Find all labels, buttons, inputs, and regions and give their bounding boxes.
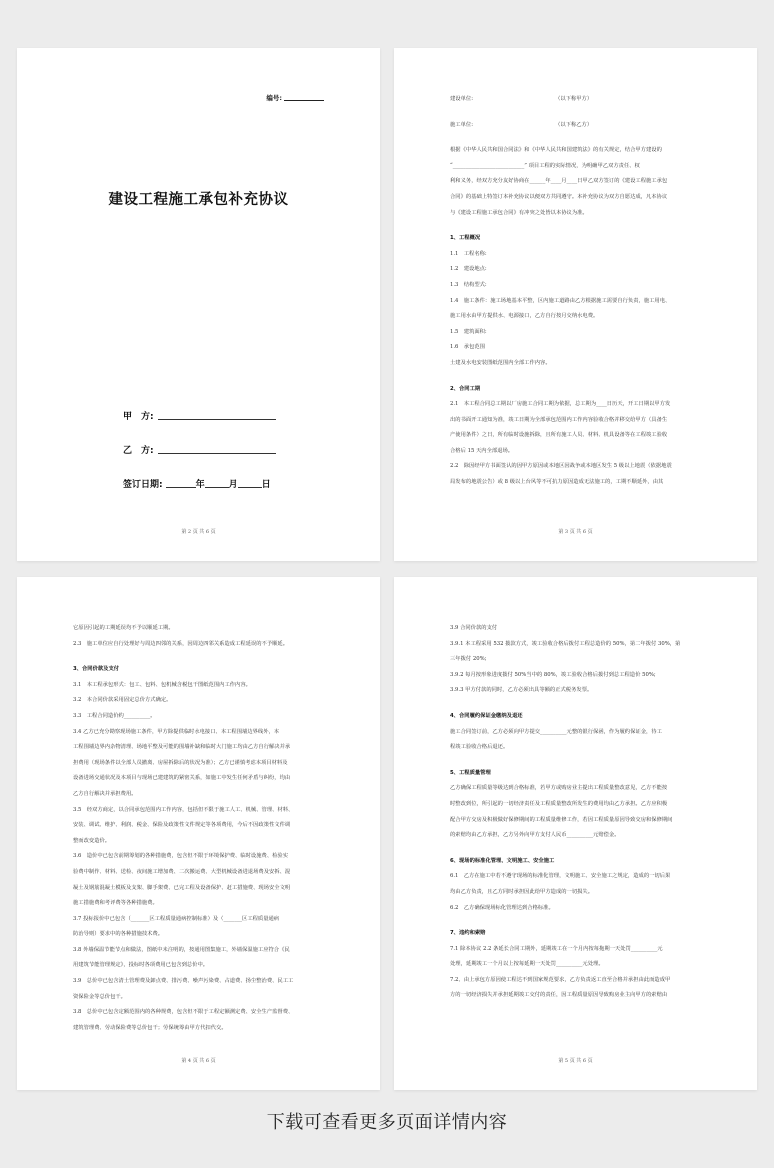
text-line: 施工单位: （以下称乙方）	[450, 121, 593, 128]
page-footer: 第 2 页 共 6 页	[181, 529, 216, 535]
text-line: 3.6 造价中已包含前期筹划的各种措施费，包含但不限于环境保护费、临时设施费、检验实	[73, 853, 289, 860]
text-line: 凝土及钢筋混凝土模板及支架、脚手架费、已完工程及设备保护、赶工措施费、现场安全文明	[73, 884, 291, 891]
page-content	[450, 92, 705, 491]
document-page-5	[394, 577, 757, 1090]
page-footer: 第 5 页 共 6 页	[558, 1058, 593, 1064]
year-label: 年	[195, 480, 205, 490]
text-line: 6.1 乙方在施工中若不遵守现场的标准化管理，文明施工、安全施工之规定，造成的一切后果	[450, 873, 671, 880]
party-b-line	[158, 453, 276, 454]
text-line: 资保险金等总价包干。	[73, 993, 126, 1000]
text-line: 乙方确保工程质量等级达到合格标准，若甲方或购房业主提出工程质量整改意见，乙方不能按	[450, 785, 668, 792]
text-line: 3.9 合同价款的支付	[450, 625, 498, 631]
text-line: 1.4 施工条件：施工场地基本平整，区内施工道路由乙方根据施工需要自行负责，施工用电、	[450, 297, 671, 304]
text-line: 它原因引起的工期延误均不予以顺延工期。	[73, 625, 174, 631]
paragraph-gap	[450, 372, 705, 382]
party-b-label: 乙 方:	[123, 446, 154, 456]
text-line: 合格后 15 天内全部退场。	[450, 447, 514, 454]
text-line: 土建及水电安装图纸范围内全部工作内容。	[450, 359, 551, 366]
paragraph-gap	[450, 699, 705, 709]
text-line: 出的书面开工通知为准，竣工日期为全部承包范围内工作内容验收合格并移交给甲方（具备生	[450, 416, 668, 423]
text-line: 防治导则）要求中的各种措施技术费。	[73, 931, 164, 938]
day-line	[238, 487, 262, 488]
text-line: 利和义务，经双方充分友好协商在______年____月____日甲乙双方签订的《建设工程施工承包	[450, 178, 668, 185]
text-line: 3.5 经双方商定，以合同承包范围内工作内容，包括但不限于施工人工、机械、管理、材料、	[73, 806, 294, 813]
section-heading: 3、合同价款及支付	[73, 666, 120, 673]
text-line: 3.8 总价中已包含定额范围内的各种规费，包含但不限于工程定额测定费、安全生产监督费、	[73, 1009, 294, 1016]
text-line: 三年拨付 20%;	[450, 656, 487, 663]
page-content	[73, 621, 328, 1036]
text-line: “___________________________” 项目工程的实际情况，为明确甲乙双方责任、权	[450, 162, 640, 169]
doc-number-label: 编号:	[266, 94, 282, 102]
section-heading: 6、现场的标准化管理、文明施工、安全施工	[450, 857, 555, 864]
text-line: 7.2、由上承包方原因使工程达不到国家规范要求，乙方负责返工直至合格并承担由此而造成甲	[450, 976, 671, 983]
paragraph-gap	[450, 133, 705, 143]
month-line	[205, 487, 229, 488]
text-line: 3.3 工程合同造价约__________。	[73, 712, 156, 719]
text-line: 3.1 本工程承包形式：包工、包料、包机械含税包干图纸范围内工作内容。	[73, 681, 251, 688]
document-page-4	[17, 577, 380, 1090]
text-line: 配合甲方交房及积极做好保修期间的工程质量维修工作，若因工程质量原因导致交房和保修期间	[450, 816, 673, 823]
text-line: 建设单位: （以下称甲方）	[450, 96, 593, 102]
text-line: 安装、调试、维护、利润、税金、保险及政策性文件规定等各项费用，今后不因政策性文件调	[73, 822, 291, 829]
party-a-line	[158, 419, 276, 420]
text-line: 3.9.2 每月按形象进度拨付 50%当中的 80%，竣工验收合格后拨付到总工程造价 50%;	[450, 671, 656, 678]
text-line: 与《建设工程施工承包合同》有冲突之处皆以本协议为准。	[450, 209, 588, 216]
party-b-row	[123, 443, 276, 456]
day-label: 日	[261, 480, 271, 490]
sign-date-row	[123, 477, 271, 490]
text-line: 3.7 投标报价中已包含（_______区工程质量通病控制标准）及（_______区工程质量通病	[73, 915, 280, 922]
paragraph-gap	[450, 844, 705, 854]
page-footer: 第 3 页 共 6 页	[558, 529, 593, 535]
paragraph-gap	[450, 756, 705, 766]
text-line: 3.2 本合同价款采用固定总价方式确定。	[73, 697, 172, 704]
document-page-3	[394, 48, 757, 561]
text-line: 1.2 建设地点:	[450, 266, 487, 273]
section-heading: 2、合同工期	[450, 385, 481, 392]
text-line: 3.9.3 甲方付款的同时，乙方必须出具等额的正式税务发票。	[450, 687, 593, 694]
cover-title: 建设工程施工承包补充协议	[108, 192, 289, 208]
text-line: 设备进场交通状况及本项目与现场已建建筑的紧密关系，如施工中发生任何矛盾与纠纷，均由	[73, 775, 291, 782]
text-line: 产使用条件）之日，所有临时设施拆除，且所有施工人员、材料、机具设备等在工程竣工验收	[450, 432, 668, 439]
text-line: 1.6 承包范围	[450, 344, 485, 351]
text-line: 1.1 工程名称:	[450, 250, 487, 257]
text-line: 3.9.1 本工程采用 532 拨款方式，竣工验收合格后拨付工程总造价的 50%，第二年拨付 30%，第	[450, 640, 681, 647]
text-line: 处理，延期竣工一个月以上按每延期一天处罚__________元处理。	[450, 961, 604, 968]
text-line: 局发布的地震公告）或 8 级以上台风等不可抗力原因造成无法施工的，工期不顺延外，由其	[450, 479, 664, 486]
section-heading: 5、工程质量管理	[450, 769, 491, 776]
text-line: 6.2 乙方确保现场标化管理达到合格标准。	[450, 904, 554, 911]
text-line: 程竣工验收合格后退还。	[450, 744, 509, 751]
doc-number	[266, 93, 324, 102]
page-content	[450, 621, 705, 1004]
text-line: 施工合同签订前，乙方必须向甲方提交__________元整的银行保函，作为履约保证金，待工	[450, 728, 662, 735]
text-line: 用建筑节能管理规定》，投标时各项费用已包含到总价中。	[73, 962, 209, 969]
doc-number-line	[284, 100, 324, 101]
sign-date-label: 签订日期:	[123, 480, 163, 490]
paragraph-gap	[450, 108, 705, 118]
text-line: 7.1 除本协议 2.2 条延长合同工期外，延期竣工在一个月内按每拖期一天处罚__________元	[450, 945, 663, 952]
text-line: 建筑管理费、劳动保险费等总价包干；劳保统筹由甲方代扣代交。	[73, 1024, 227, 1031]
paragraph-gap	[450, 916, 705, 926]
text-line: 施工用水由甲方提供水、电源接口，乙方自行按月交纳水电费。	[450, 313, 599, 320]
text-line: 施工措施费和考评费等各种措施费。	[73, 900, 158, 907]
text-line: 3.4 乙方已充分勘察现场施工条件，甲方除提供临时水电接口、本工程围墙边界线外，本	[73, 728, 280, 735]
text-line: 3.9 总价中已包含清土管理费及卸点费、排污费、噪声污染费、占道费、扬尘整治费、民工工	[73, 978, 294, 985]
text-line: 方的一切经济损失并承担延期竣工交付的责任，因工程质量原因导致购房业主向甲方的索赔由	[450, 992, 668, 999]
paragraph-gap	[450, 221, 705, 231]
section-heading: 7、违约和索赔	[450, 930, 486, 937]
party-a-label: 甲 方:	[123, 412, 154, 422]
download-caption: 下载可查看更多页面详情内容	[266, 1112, 508, 1133]
section-heading: 1、工程概况	[450, 235, 481, 242]
month-label: 月	[228, 480, 238, 490]
text-line: 的索赔均由乙方承担，乙方另外向甲方支付人民币__________元赔偿金。	[450, 832, 620, 839]
text-line: 乙方自行解决并承担费用。	[73, 790, 137, 797]
paragraph-gap	[73, 652, 328, 662]
text-line: 根据《中华人民共和国合同法》和《中华人民共和国建筑法》的有关规定，结合甲方建设的	[450, 147, 662, 154]
text-line: 2.1 本工程合同总工期以厂房施工合同工期为依据，总工期为____日历天，开工日期以甲方发	[450, 401, 671, 408]
text-line: 3.8 外墙保温节能节点和做法，图纸中未注明的，按通用图集施工，外墙保温施工应符合《民	[73, 946, 290, 953]
section-heading: 4、合同履约保证金缴纳及退还	[450, 712, 523, 719]
text-line: 合同》的基础上特签订本补充协议以便双方共同遵守。本补充协议为双方自愿达成，凡本协议	[450, 193, 668, 200]
text-line: 整而改变造价。	[73, 837, 111, 844]
text-line: 时整改到位，所引起的一切经济责任及工程质量整改所发生的费用均由乙方承担。乙方应积极	[450, 800, 668, 807]
text-line: 2.2 除因经甲方书面签认的因甲方原因或本地区因战争或本地区发生 5 级以上地震（依据地震	[450, 463, 672, 470]
text-line: 工程围墙边界内杂物清理、场地平整及可能的围墙补缺和临时大门施工均由乙方自行解决并承	[73, 744, 291, 751]
text-line: 1.3 结构型式:	[450, 281, 487, 288]
text-line: 1.5 建筑面积:	[450, 328, 487, 335]
text-line: 验费中制作、材料、送检、夜间施工增加费、二次搬运费、大型机械设备进退场费及安拆、混	[73, 868, 291, 875]
text-line: 2.3 施工单位应自行处理好与周边四邻的关系，因周边四邻关系造成工程延误的不予顺延。	[73, 640, 289, 647]
party-a-row	[123, 409, 276, 422]
text-line: 均由乙方负责，且乙方同时承担因此给甲方造成的一切损失。	[450, 888, 594, 895]
page-footer: 第 4 页 共 6 页	[181, 1058, 216, 1064]
year-line	[166, 487, 196, 488]
text-line: 担费用（现场条件以全部人员撤离、房屋拆除后的状况为准）；乙方已谨慎考虑本项目材料及	[73, 759, 288, 766]
cover-page	[17, 48, 380, 561]
